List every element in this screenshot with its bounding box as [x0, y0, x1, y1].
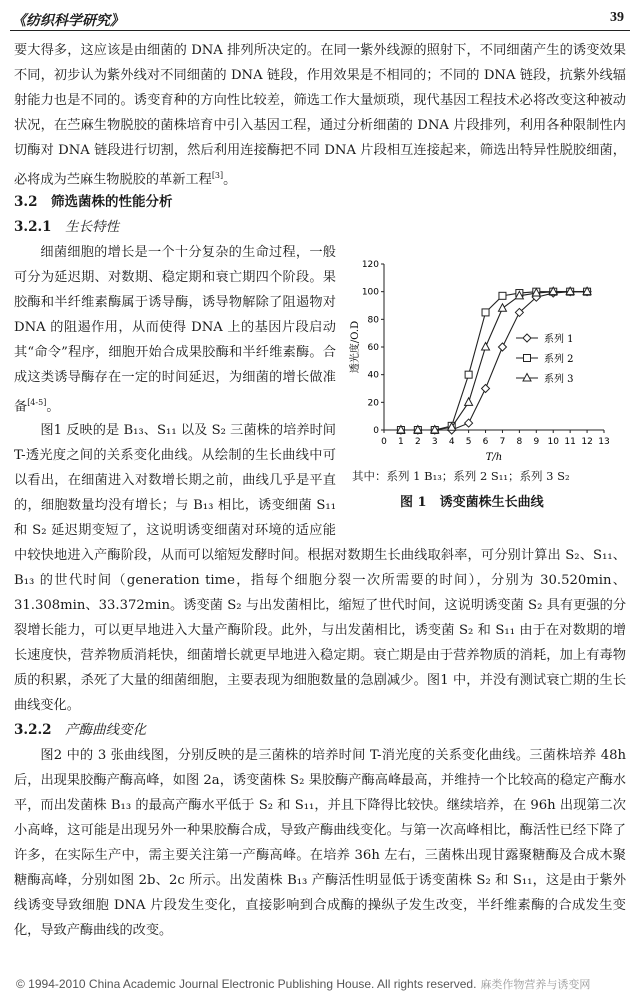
x-axis-label: T/h [485, 452, 503, 463]
data-point-series-3 [498, 304, 506, 312]
x-tick-label: 0 [381, 437, 387, 447]
legend-marker-2 [524, 355, 531, 362]
figure-legend-note: 其中：系列 1 B₁₃；系列 2 S₁₁；系列 3 S₂ [352, 469, 570, 483]
paragraph-text: 中较快地进入产酶阶段，从而可以缩短发酵时间。根据对数期生长曲线取斜率，可分别计算出 S₂、S₁₁、B₁₃ 的世代时间（generation time，指每个细胞分裂一次所需要的时间），分别为 30.520min、31.308min、33.372min。诱变菌 S₂ 与出发菌相比，缩短了世代时间，这说明诱变菌 S₂ 具有更强的分裂增长能力，可以更早地进入大量产酶阶段。此外，与出发菌相比，诱变菌 S₂ 和 S₁₁ 由于在对数期的增长速度快，营养物质消耗快，细菌增长就更早地进入稳定期。衰亡期是由于营养物质的消耗，加上有毒物质的积累，杀死了大量的细菌细胞，主要表现为细胞数量的急剧减少。图1 中，并没有测试衰亡期的生长曲线变化。 [14, 548, 627, 713]
y-tick-label: 120 [361, 260, 379, 270]
paragraph-enzyme-curves: 图2 中的 3 张曲线图，分别反映的是三菌株的培养时间 T-消光度的关系变化曲线。三菌株培养 48h 后，出现果胶酶产酶高峰，如图 2a，诱变菌株 S₂ 果胶酶产酶高峰最高，并维持一个比较高的稳定产酶水平，而出发菌株 B₁₃ 的最高产酶水平低于 S₂ 和 S₁₁，并且下降得比较快。继续培养，在 96h 出现第二次小高峰，这可能是出现另外一种果胶酶合成，导致产酶曲线变化。与第一次高峰相比，酶活性已经下降了许多，在实际生产中，需主要关注第一产酶高峰。在培养 36h 左右，三菌株出现甘露聚糖酶及合成木聚糖酶高峰，分别如图 2b、2c 所示。出发菌株 B₁₃ 产酶活性明显低于诱变菌株 S₂ 和 S₁₁，这是由于紫外线诱变导致细胞 DNA 片段发生变化，直接影响到合成酶的操纵子发生改变，半纤维素酶的合成发生变化，导致产酶曲线的改变。 [14, 748, 626, 938]
paragraph-top: 要大得多，这应该是由细菌的 DNA 排列所决定的。在同一紫外线源的照射下，不同细菌产生的诱变效果不同，初步认为紫外线对不同细菌的 DNA 链段，作用效果是不相同的；不同的 DNA 链段，抗紫外线辐射能力也是不同的。诱变育种的方向性比较差，筛选工作大量烦琐，现代基因工程技术必将改变这种被动状况，在苎麻生物脱胶的菌株培育中引入基因工程，通过分析细菌的 DNA 片段排列，利用各种限制性内切酶对 DNA 链段进行切割，然后利用连接酶把不同 DNA 片段相互连接起来，筛选出特异性脱胶细菌，必将成为苎麻生物脱胶的革新工程[3]。 [14, 43, 626, 188]
x-tick-label: 10 [547, 437, 559, 447]
x-tick-label: 8 [516, 437, 523, 447]
data-point-series-1 [498, 343, 506, 351]
legend-label-3: 系列 3 [544, 374, 574, 385]
x-tick-label: 12 [581, 437, 593, 447]
y-tick-label: 40 [367, 370, 379, 381]
x-tick-label: 11 [564, 437, 576, 447]
figure-caption: 图 1 诱变菌株生长曲线 [400, 495, 544, 510]
data-point-series-3 [465, 398, 473, 406]
x-tick-label: 7 [499, 437, 506, 447]
section-heading-3-2-1: 3.2.1 生长特性 [14, 219, 120, 235]
y-tick-label: 80 [367, 315, 379, 326]
x-tick-label: 9 [533, 437, 540, 447]
citation: [3] [211, 171, 224, 180]
legend-label-1: 系列 1 [544, 334, 574, 345]
copyright-text: © 1994-2010 China Academic Journal Electronic Publishing House. All rights reserved. [16, 977, 477, 991]
y-tick-label: 0 [373, 426, 379, 436]
footer [16, 976, 640, 992]
paragraph-growth-analysis-cont [14, 543, 626, 718]
x-tick-label: 13 [598, 437, 610, 447]
page-number: 39 [610, 10, 624, 25]
x-tick-label: 4 [448, 437, 455, 447]
x-tick-label: 3 [431, 437, 438, 447]
y-tick-label: 60 [367, 343, 379, 353]
watermark-text: 麻类作物营养与诱变网 [480, 979, 591, 991]
growth-curve-chart [348, 256, 630, 526]
legend-marker-1 [523, 334, 531, 342]
paragraph-growth-analysis [14, 418, 336, 543]
x-tick-label: 1 [398, 437, 404, 447]
section-heading-3-2-2: 3.2.2 产酶曲线变化 [14, 722, 147, 738]
paragraph-text: 图1 反映的是 B₁₃、S₁₁ 以及 S₂ 三菌株的培养时间 T-透光度之间的关系变化曲线。从绘制的生长曲线中可以看出，在细菌进入对数增长期之前，曲线几乎是平直的，细胞数量均没有增长；与 B₁₃ 相比，诱变细菌 S₁₁ 和 S₂ 延迟期变短了，这说明诱变细菌对环境的适应能 [14, 423, 336, 538]
data-point-series-2 [465, 371, 472, 378]
legend-marker-3 [523, 374, 531, 382]
journal-title: 《纺织科学研究》 [12, 13, 124, 29]
data-point-series-2 [499, 292, 506, 299]
x-tick-label: 5 [465, 437, 472, 447]
section-heading-3-2: 3.2 筛选菌株的性能分析 [14, 194, 173, 210]
data-point-series-1 [482, 385, 490, 393]
paragraph-growth-intro: 细菌细胞的增长是一个十分复杂的生命过程，一般可分为延迟期、对数期、稳定期和衰亡期四个阶段。果胶酶和半纤维素酶属于诱导酶，诱导物解除了阻遏物对 DNA 的阻遏作用，从而使得 DNA 上的基因片段启动其“命令”程序，细胞开始合成果胶酶和半纤维素酶。合成这类诱导酶存在一定的时间延迟，为细菌的增长做准备[4-5]。 [14, 245, 336, 415]
y-tick-label: 100 [361, 287, 379, 298]
data-point-series-3 [482, 343, 490, 351]
y-tick-label: 20 [367, 398, 379, 409]
data-point-series-2 [482, 309, 489, 316]
legend-label-2: 系列 2 [544, 354, 574, 365]
x-tick-label: 2 [414, 437, 421, 447]
y-axis-label: 透光度/O.D [350, 320, 361, 374]
x-tick-label: 6 [482, 437, 489, 447]
data-point-series-1 [465, 419, 473, 427]
running-header [10, 4, 630, 31]
